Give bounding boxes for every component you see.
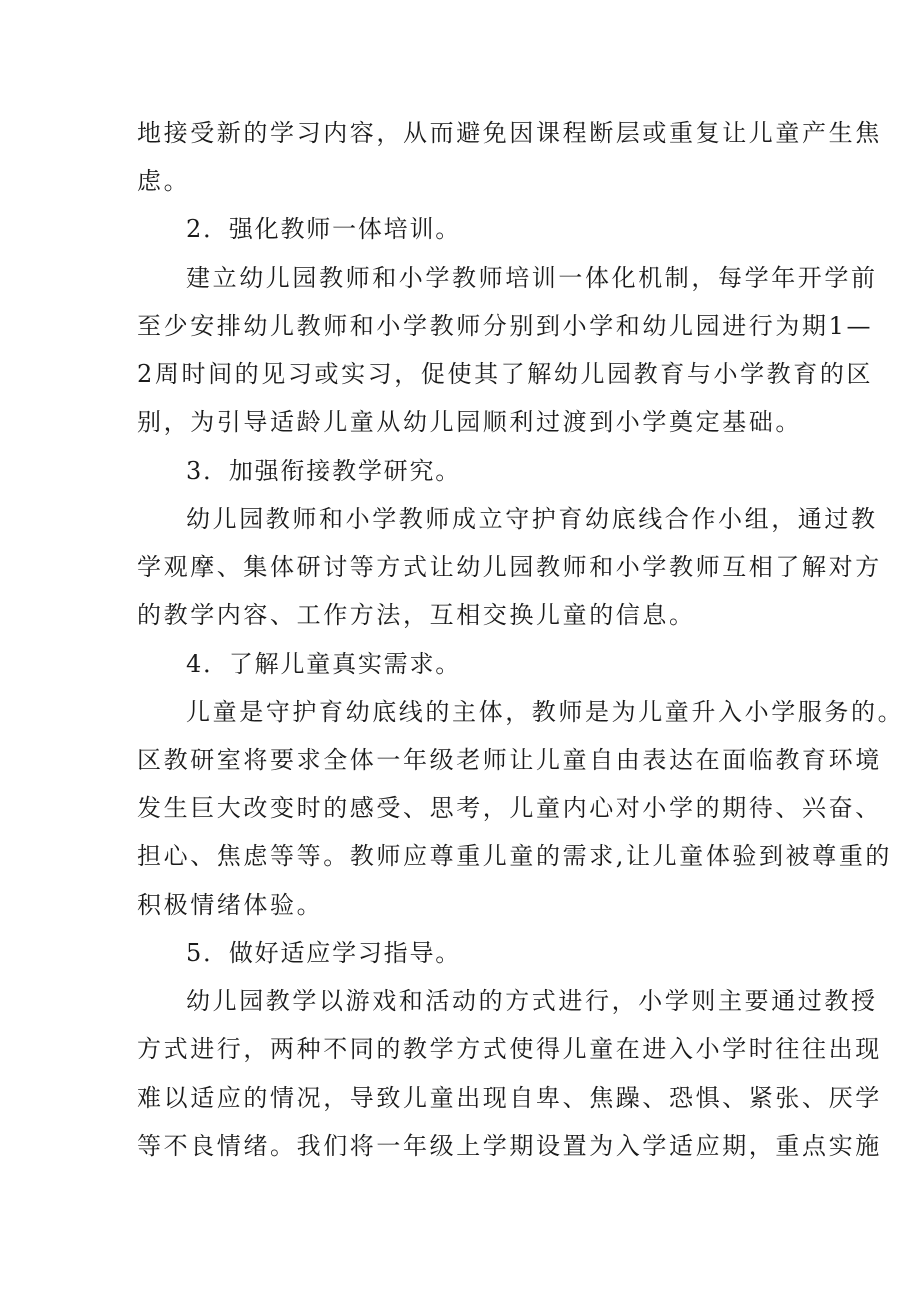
text-line: 发生巨大改变时的感受、思考，儿童内心对小学的期待、兴奋、 bbox=[137, 794, 882, 822]
text-line: 担心、焦虑等等。教师应尊重儿童的需求,让儿童体验到被尊重的 bbox=[137, 842, 893, 870]
text-line: 2周时间的见习或实习，促使其了解幼儿园教育与小学教育的区 bbox=[137, 360, 874, 388]
section-heading: 2．强化教师一体培训。 bbox=[186, 215, 462, 243]
text-line: 学观摩、集体研讨等方式让幼儿园教师和小学教师互相了解对方 bbox=[137, 553, 882, 581]
paragraph-first-line: 幼儿园教师和小学教师成立守护育幼底线合作小组，通过教 bbox=[186, 505, 878, 533]
text-line: 虑。 bbox=[137, 167, 191, 195]
paragraph-first-line: 儿童是守护育幼底线的主体，教师是为儿童升入小学服务的。 bbox=[186, 698, 905, 726]
section-heading: 5．做好适应学习指导。 bbox=[186, 939, 462, 967]
text-line: 方式进行，两种不同的教学方式使得儿童在进入小学时往往出现 bbox=[137, 1035, 882, 1063]
paragraph-first-line: 幼儿园教学以游戏和活动的方式进行，小学则主要通过教授 bbox=[186, 987, 878, 1015]
text-line: 难以适应的情况，导致儿童出现自卑、焦躁、恐惧、紧张、厌学 bbox=[137, 1084, 882, 1112]
text-line: 地接受新的学习内容，从而避免因课程断层或重复让儿童产生焦 bbox=[137, 119, 882, 147]
text-line: 至少安排幼儿教师和小学教师分别到小学和幼儿园进行为期1— bbox=[137, 312, 874, 340]
text-line: 别，为引导适龄儿童从幼儿园顺利过渡到小学奠定基础。 bbox=[137, 408, 802, 436]
text-line: 区教研室将要求全体一年级老师让儿童自由表达在面临教育环境 bbox=[137, 746, 882, 774]
text-line: 等不良情绪。我们将一年级上学期设置为入学适应期，重点实施 bbox=[137, 1132, 882, 1160]
paragraph-first-line: 建立幼儿园教师和小学教师培训一体化机制，每学年开学前 bbox=[186, 264, 878, 292]
section-heading: 3．加强衔接教学研究。 bbox=[186, 457, 462, 485]
text-line: 的教学内容、工作方法，互相交换儿童的信息。 bbox=[137, 601, 696, 629]
section-heading: 4．了解儿童真实需求。 bbox=[186, 650, 462, 678]
text-line: 积极情绪体验。 bbox=[137, 891, 324, 919]
